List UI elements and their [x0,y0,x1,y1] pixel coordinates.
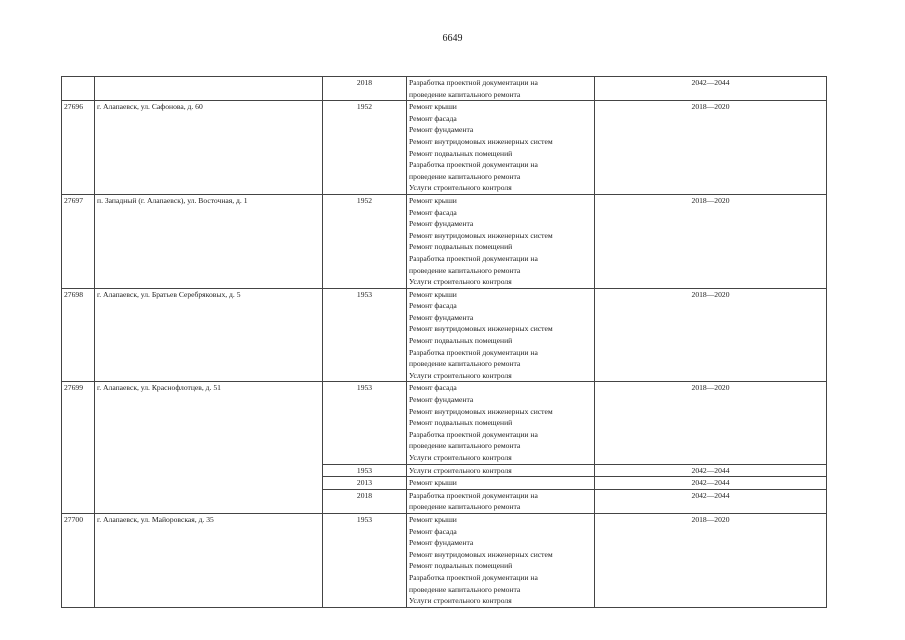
works-cell [407,194,595,288]
period-cell: 2042—2044 [595,77,827,101]
work-item: Услуги строительного контроля [409,596,512,606]
address-cell: г. Алапаевск, ул. Сафонова, д. 60 [95,101,323,195]
year-cell: 1953 [323,513,407,607]
year-cell: 1953 [323,288,407,382]
work-item: проведение капитального ремонта [409,89,521,99]
year-cell: 1953 [323,464,407,477]
work-item: Разработка проектной документации на [409,490,538,500]
address-cell: п. Западный (г. Алапаевск), ул. Восточная, д. 1 [95,194,323,288]
work-item: Ремонт фундамента [409,312,474,322]
work-item: Разработка проектной документации на [409,572,538,582]
work-item: Разработка проектной документации на [409,160,538,170]
work-item: Услуги строительного контроля [409,277,512,287]
work-item: проведение капитального ремонта [409,171,521,181]
period-cell: 2018—2020 [595,101,827,195]
work-item: Ремонт крыши [409,514,457,524]
work-item: проведение капитального ремонта [409,359,521,369]
period-cell: 2018—2020 [595,513,827,607]
work-item: Ремонт крыши [409,478,457,488]
year-cell: 1953 [323,382,407,464]
work-item: Ремонт внутридомовых инженерных систем [409,549,553,559]
work-item: Ремонт крыши [409,195,457,205]
works-cell [407,101,595,195]
work-item: Услуги строительного контроля [409,465,512,475]
works-cell [407,382,595,464]
work-item: Услуги строительного контроля [409,370,512,380]
work-item: Ремонт фасада [409,383,457,393]
period-cell: 2042—2044 [595,464,827,477]
year-cell: 1952 [323,101,407,195]
house-id-cell: 27699 [62,382,95,514]
work-item: Ремонт внутридомовых инженерных систем [409,324,553,334]
house-id-cell [62,77,95,101]
year-cell: 2013 [323,477,407,490]
table-row [62,513,827,607]
house-id-cell: 27696 [62,101,95,195]
address-cell: г. Алапаевск, ул. Братьев Серебряковых, д. 5 [95,288,323,382]
work-item: проведение капитального ремонта [409,502,521,512]
work-item: проведение капитального ремонта [409,265,521,275]
works-cell [407,288,595,382]
work-item: Разработка проектной документации на [409,78,538,87]
table-row [62,101,827,195]
work-item: Ремонт подвальных помещений [409,242,513,252]
repair-schedule-table [61,76,827,608]
work-item: Ремонт подвальных помещений [409,561,513,571]
work-item: Ремонт фасада [409,113,457,123]
house-id-cell: 27700 [62,513,95,607]
work-item: Разработка проектной документации на [409,347,538,357]
work-item: Ремонт подвальных помещений [409,148,513,158]
work-item: Ремонт фасада [409,301,457,311]
period-cell: 2042—2044 [595,477,827,490]
works-cell [407,464,595,477]
work-item: Ремонт фундамента [409,395,474,405]
works-cell [407,489,595,513]
work-item: Ремонт фасада [409,526,457,536]
period-cell: 2018—2020 [595,382,827,464]
work-item: Ремонт крыши [409,102,457,112]
work-item: Ремонт внутридомовых инженерных систем [409,406,553,416]
work-item: Разработка проектной документации на [409,253,538,263]
year-cell: 2018 [323,77,407,101]
table-row [62,194,827,288]
table-row [62,288,827,382]
work-item: Ремонт фундамента [409,538,474,548]
table-row [62,382,827,464]
address-cell [95,77,323,101]
work-item: проведение капитального ремонта [409,584,521,594]
period-cell: 2018—2020 [595,288,827,382]
table-body [62,77,827,608]
period-cell: 2042—2044 [595,489,827,513]
works-cell [407,77,595,101]
year-cell: 2018 [323,489,407,513]
address-cell: г. Алапаевск, ул. Майоровская, д. 35 [95,513,323,607]
work-item: Разработка проектной документации на [409,429,538,439]
year-cell: 1952 [323,194,407,288]
house-id-cell: 27698 [62,288,95,382]
work-item: Ремонт фундамента [409,125,474,135]
work-item: проведение капитального ремонта [409,441,521,451]
address-cell: г. Алапаевск, ул. Краснофлотцев, д. 51 [95,382,323,514]
page-number: 6649 [442,33,463,44]
work-item: Услуги строительного контроля [409,183,512,193]
house-id-cell: 27697 [62,194,95,288]
work-item: Ремонт подвальных помещений [409,418,513,428]
work-item: Ремонт фасада [409,207,457,217]
work-item: Ремонт фундамента [409,219,474,229]
table-row [62,77,827,101]
work-item: Ремонт внутридомовых инженерных систем [409,136,553,146]
work-item: Ремонт внутридомовых инженерных систем [409,230,553,240]
works-cell [407,477,595,490]
period-cell: 2018—2020 [595,194,827,288]
work-item: Услуги строительного контроля [409,453,512,462]
work-item: Ремонт крыши [409,289,457,299]
work-item: Ремонт подвальных помещений [409,336,513,346]
works-cell [407,513,595,607]
